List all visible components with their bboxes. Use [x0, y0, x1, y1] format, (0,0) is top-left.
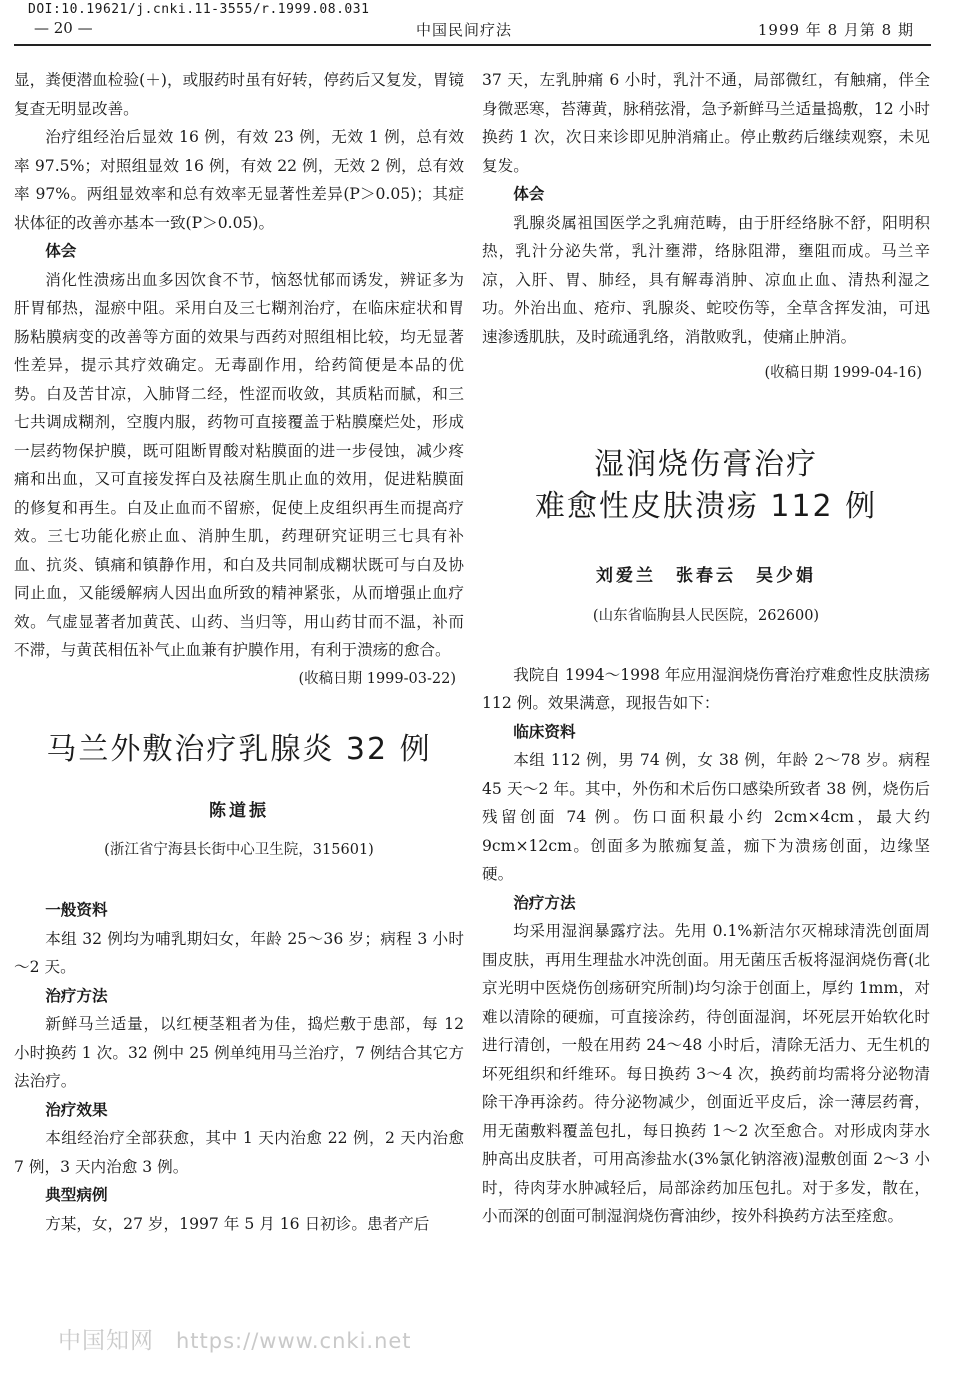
article2-heading-effect: 治疗效果 — [45, 1100, 108, 1119]
article3-heading-clinical: 临床资料 — [513, 722, 576, 741]
watermark-brand: 中国知网 — [58, 1328, 154, 1354]
article1-heading-experience: 体会 — [45, 242, 77, 260]
article3-heading-method: 治疗方法 — [513, 893, 576, 912]
watermark-url: https://www.cnki.net — [176, 1329, 412, 1353]
header-rule — [14, 44, 931, 46]
article2-heading-case: 典型病例 — [45, 1186, 108, 1204]
article2-general-text: 本组 32 例均为哺乳期妇女，年龄 25～36 岁；病程 3 小时～2 天。 — [14, 929, 464, 976]
article2-effect-text: 本组经治疗全部获愈，其中 1 天内治愈 22 例，2 天内治愈 7 例，3 天内治愈 3 例。 — [14, 1129, 464, 1176]
article3-clinical-text: 本组 112 例，男 74 例，女 38 例，年龄 2～78 岁。病程 45 天～2 年。其中，外伤和术后伤口感染所致者 38 例，烧伤后残留创面 74 例。伤口面积最小约 2cm×4cm，最大约 9cm×12cm。创面多为脓痂复盖，痂下为溃疡创面，边缘坚硬。 — [482, 751, 930, 883]
article1-para3: 消化性溃疡出血多因饮食不节，恼怒忧郁而诱发，辨证多为肝胃郁热，湿瘀中阻。采用白及三七糊剂治疗，在临床症状和胃肠粘膜病变的改善等方面的效果与西药对照组相比较，均无显著性差异，提示其疗效确定。无毒副作用，给药简便是本品的优势。白及苦甘凉，入肺肾二经，性涩而收敛，其质粘而腻，和三七共调成糊剂，空腹内服，药物可直接覆盖于粘膜糜烂处，形成一层药物保护膜，既可阻断胃酸对粘膜面的进一步侵蚀，减少疼痛和出血，又可直接发挥白及祛腐生肌止血的效用，促进粘膜面的修复和再生。白及止血而不留瘀，促使上皮组织再生而提高疗效。三七功能化瘀止血、消肿生肌，药理研究证明三七具有补血、抗炎、镇痛和镇静作用，和白及共同制成糊状既可与白及协同止血，又能缓解病人因出血所致的精神紧张，从而增强止血疗效。气虚显著者加黄芪、山药、当归等，用山药甘而不温，补而不滞，与黄芪相伍补气止血兼有护膜作用，有利于溃疡的愈合。 — [14, 270, 464, 659]
article2-case-text: 方某，女，27 岁，1997 年 5 月 16 日初诊。患者产后 — [45, 1214, 430, 1233]
cnki-watermark — [58, 1322, 412, 1355]
article2-affiliation: (浙江省宁海县长街中心卫生院，315601) — [104, 841, 374, 858]
article3-title-line1: 湿润烧伤膏治疗 — [594, 446, 818, 482]
article3-authors: 刘爱兰 张春云 吴少娟 — [596, 565, 816, 586]
left-column — [14, 66, 464, 1238]
issue-info: 1999 年 8 月第 8 期 — [757, 21, 914, 39]
article2-heading-experience: 体会 — [513, 185, 545, 203]
article1-para2: 治疗组经治后显效 16 例，有效 23 例，无效 1 例，总有效率 97.5%；对照组显效 16 例，有效 22 例，无效 2 例，总有效率 97%。两组显效率和总有效率无显著性差异(P＞0.05)；其症状体征的改善亦基本一致(P＞0.05)。 — [14, 128, 464, 232]
article3-title-line2: 难愈性皮肤溃疡 112 例 — [534, 488, 878, 524]
doi-line: DOI:10.19621/j.cnki.11-3555/r.1999.08.031 — [28, 2, 370, 17]
article2-method-text: 新鲜马兰适量，以红梗茎粗者为佳，捣烂敷于患部，每 12 小时换药 1 次。32 例中 25 例单纯用马兰治疗，7 例结合其它方法治疗。 — [14, 1015, 464, 1090]
article1-para1: 显，粪便潜血检验(＋)，或服药时虽有好转，停药后又复发，胃镜复查无明显改善。 — [14, 71, 464, 118]
article1-received-date: (收稿日期 1999-03-22) — [298, 670, 456, 687]
article3-method-text: 均采用湿润暴露疗法。先用 0.1%新洁尔灭棉球清洗创面周围皮肤，再用生理盐水冲洗创面。用无菌压舌板将湿润烧伤膏(北京光明中医烧伤创疡研究所制)均匀涂于创面上，厚约 1mm，对难以清除的硬痂，可直接涂药，待创面湿润，坏死层开始软化时进行清创，一般在用药 24～48 小时后，清除无活力、无生机的坏死组织和纤维环。每日换药 3～4 次，换药前均需将分泌物清除干净再涂药。待分泌物减少，创面近平皮后，涂一薄层药膏，用无菌敷料覆盖包扎，每日换药 1～2 次至愈合。对形成肉芽水肿高出皮肤者，可用高渗盐水(3%氯化钠溶液)湿敷创面 2～3 小时，待肉芽水肿减轻后，局部涂药加压包扎。对于多发，散在，小而深的创面可制湿润烧伤膏油纱，按外科换药方法至痊愈。 — [482, 922, 930, 1225]
article2-received-date: (收稿日期 1999-04-16) — [764, 365, 922, 381]
article2-case-continued: 37 天，左乳肿痛 6 小时，乳汁不通，局部微红，有触痛，伴全身微恶寒，苔薄黄，脉稍弦滑，急予新鲜马兰适量捣敷，12 小时换药 1 次，次日来诊即见肿消痛止。停止敷药后继续观察，未见复发。 — [482, 71, 930, 175]
article3-affiliation: (山东省临朐县人民医院，262600) — [592, 608, 820, 624]
journal-name: 中国民间疗法 — [416, 21, 513, 39]
article2-heading-method: 治疗方法 — [45, 986, 108, 1005]
article3-intro: 我院自 1994～1998 年应用湿润烧伤膏治疗难愈性皮肤溃疡 112 例。效果满意，现报告如下： — [482, 665, 930, 712]
page-number: — 20 — — [34, 19, 93, 37]
right-column — [482, 66, 930, 1231]
article2-heading-general: 一般资料 — [45, 901, 108, 919]
article2-title: 马兰外敷治疗乳腺炎 32 例 — [46, 732, 432, 767]
article2-author: 陈道振 — [209, 801, 269, 821]
article2-experience-text: 乳腺炎属祖国医学之乳痈范畴，由于肝经络脉不舒，阳明积热，乳汁分泌失常，乳汁壅滞，络脉阻滞，壅阻而成。马兰辛凉，入肝、胃、肺经，具有解毒消肿、凉血止血、清热利湿之功。外治出血、疮疖、乳腺炎、蛇咬伤等，全草含挥发油，可迅速渗透肌肤，及时疏通乳络，消散败乳，使痛止肿消。 — [482, 213, 930, 346]
